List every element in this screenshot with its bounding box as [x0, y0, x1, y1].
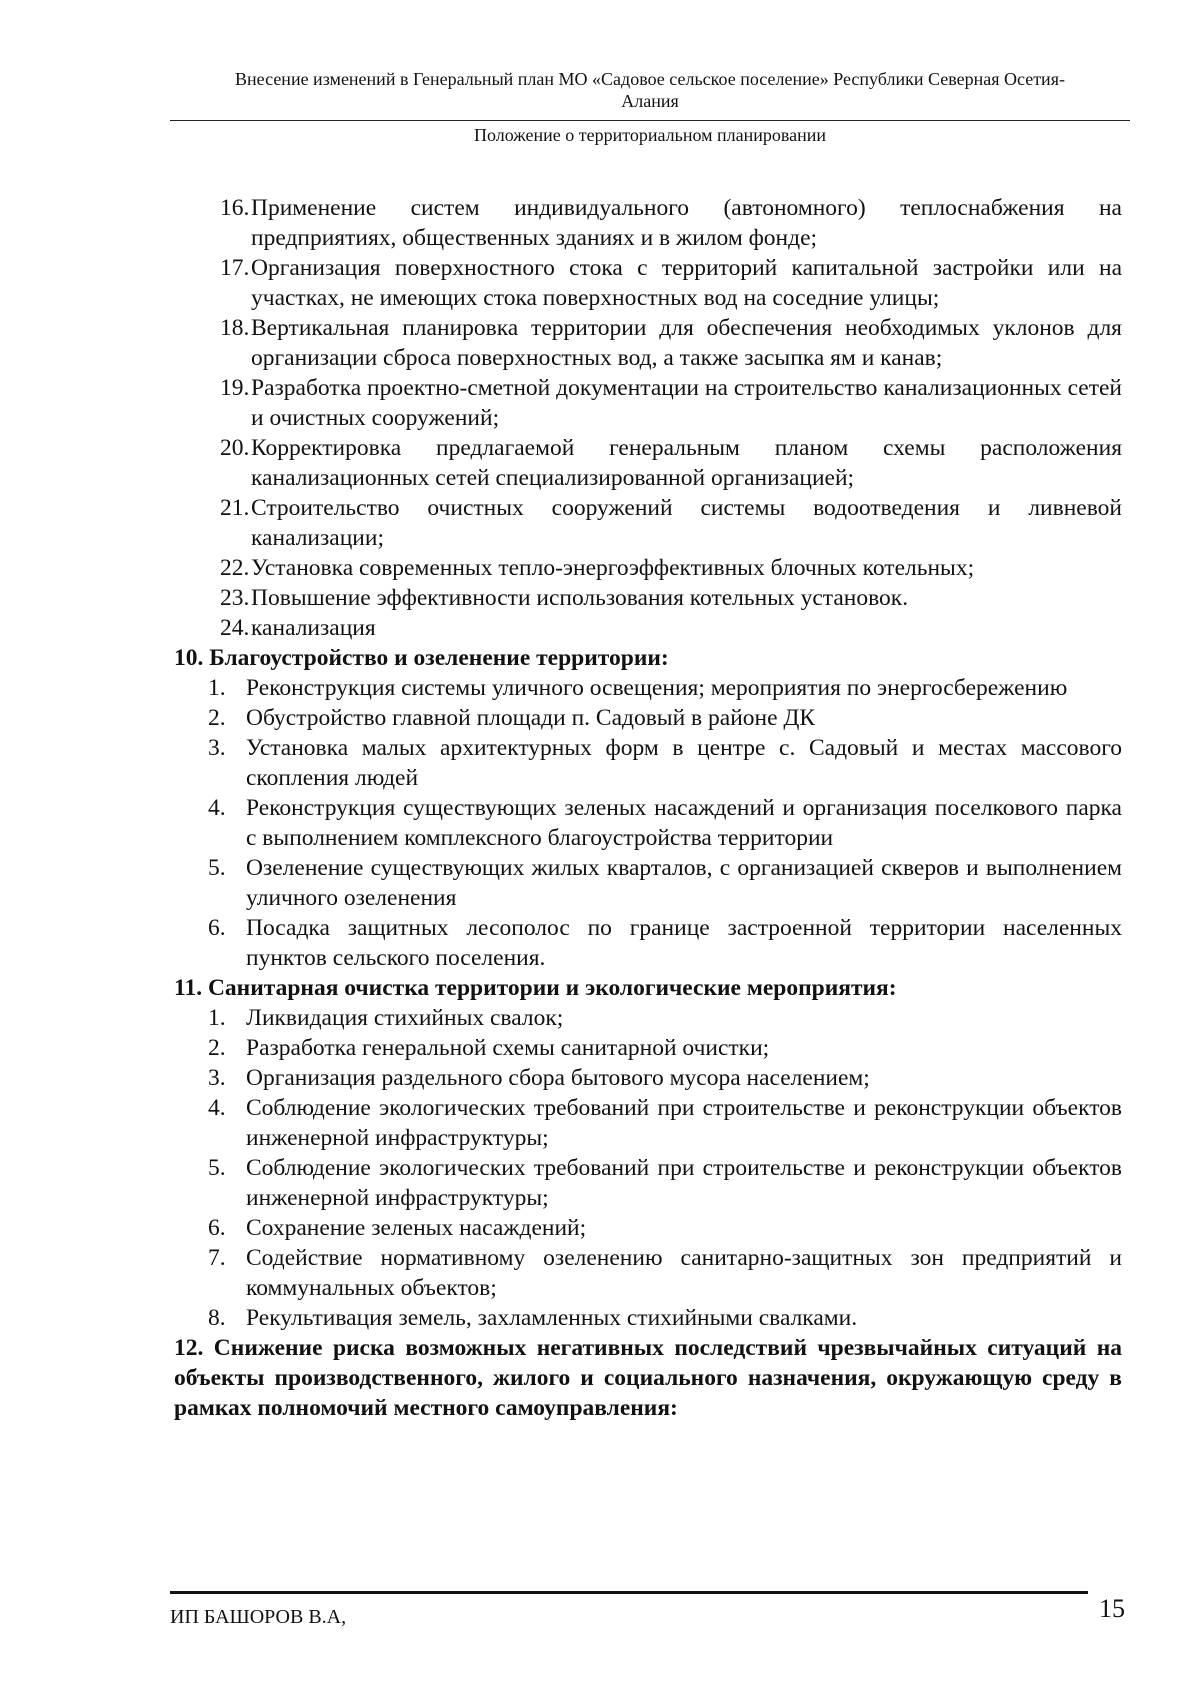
list-item: 18. Вертикальная планировка территории для обеспечения необходимых уклонов для организации сброса поверхностных вод, а также засыпка ям и канав; [220, 315, 1122, 371]
list-item: 2. Разработка генеральной схемы санитарной очистки; [208, 1035, 770, 1061]
list-item: 20. Корректировка предлагаемой генеральным планом схемы расположения канализационных сетей специализированной организацией; [220, 435, 1122, 491]
page-number: 15 [1099, 1594, 1125, 1623]
section-11-heading: 11. Санитарная очистка территории и экологические мероприятия: [174, 975, 897, 1001]
section-12-heading: 12. Снижение риска возможных негативных последствий чрезвычайных ситуаций на объекты производственного, жилого и социального назначения, окружающую среду в рамках полномочий местного самоуправления: [174, 1335, 1122, 1421]
list-item: 6. Посадка защитных лесополос по границе застроенной территории населенных пунктов сельского поселения. [208, 915, 1122, 971]
footer-divider [170, 1591, 1088, 1594]
section-10-heading: 10. Благоустройство и озеленение территории: [174, 645, 669, 671]
list-item: 2. Обустройство главной площади п. Садовый в районе ДК [208, 705, 816, 731]
list-item: 23. Повышение эффективности использования котельных установок. [220, 585, 909, 611]
list-item: 17. Организация поверхностного стока с территорий капитальной застройки или на участках, не имеющих стока поверхностных вод на соседние улицы; [220, 255, 1122, 311]
section-10-list [174, 673, 1122, 973]
list-item: 7. Содействие нормативному озеленению санитарно-защитных зон предприятий и коммунальных объектов; [208, 1245, 1122, 1301]
list-item: 1. Реконструкция системы уличного освещения; мероприятия по энергосбережению [208, 675, 1068, 701]
list-item: 24. канализация [220, 615, 376, 641]
list-item: 8. Рекультивация земель, захламленных стихийными свалками. [208, 1305, 858, 1331]
list-item: 5. Озеленение существующих жилых кварталов, с организацией скверов и выполнением уличного озеленения [208, 855, 1122, 911]
list-item: 16. Применение систем индивидуального (автономного) теплоснабжения на предприятиях, общественных зданиях и в жилом фонде; [220, 195, 1122, 251]
header-title-line1: Внесение изменений в Генеральный план МО «Садовое сельское поселение» Республики Северная Осетия- [235, 69, 1065, 89]
list-item: 3. Установка малых архитектурных форм в центре с. Садовый и местах массового скопления людей [208, 735, 1122, 791]
list-item: 6. Сохранение зеленых насаждений; [208, 1215, 587, 1241]
continued-list [174, 193, 1122, 643]
footer-author: ИП БАШОРОВ В.А, [170, 1606, 347, 1628]
list-item: 19. Разработка проектно-сметной документации на строительство канализационных сетей и очистных сооружений; [220, 375, 1122, 431]
list-item: 4. Реконструкция существующих зеленых насаждений и организация поселкового парка с выполнением комплексного благоустройства территории [208, 795, 1122, 851]
section-11-list [174, 1003, 1122, 1333]
list-item: 22. Установка современных тепло-энергоэффективных блочных котельных; [220, 555, 975, 581]
document-body [174, 193, 1122, 1423]
list-item: 1. Ликвидация стихийных свалок; [208, 1005, 564, 1031]
list-item: 4. Соблюдение экологических требований при строительстве и реконструкции объектов инженерной инфраструктуры; [208, 1095, 1122, 1151]
header-divider [170, 120, 1130, 121]
header-title-line2: Алания [621, 91, 679, 111]
list-item: 21. Строительство очистных сооружений системы водоотведения и ливневой канализации; [220, 495, 1122, 551]
list-item: 3. Организация раздельного сбора бытового мусора населением; [208, 1065, 870, 1091]
document-header [170, 68, 1130, 112]
header-subtitle: Положение о территориальном планировании [473, 125, 827, 145]
list-item: 5. Соблюдение экологических требований при строительстве и реконструкции объектов инженерной инфраструктуры; [208, 1155, 1122, 1211]
